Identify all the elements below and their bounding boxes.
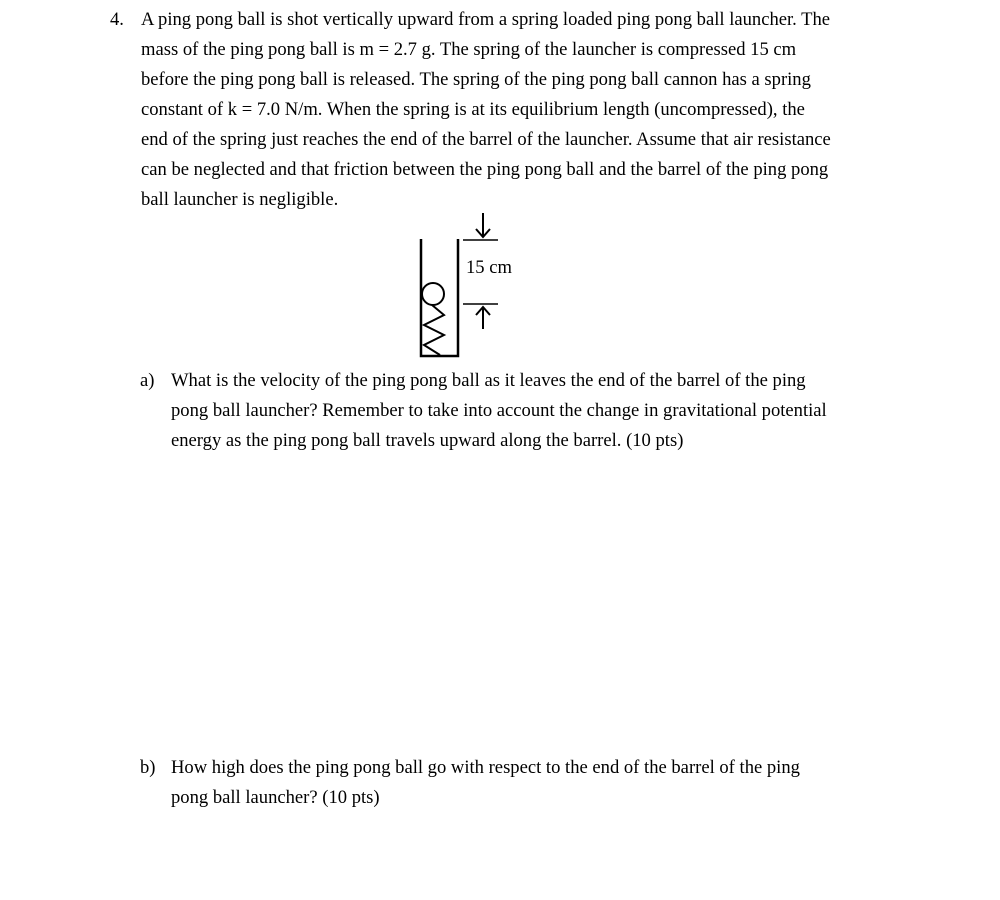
problem-line: constant of k = 7.0 N/m. When the spring is at its equilibrium length (uncompressed), the xyxy=(141,99,805,120)
launcher-figure xyxy=(400,205,560,365)
ping-pong-ball xyxy=(422,283,444,305)
compressed-spring xyxy=(424,305,444,355)
problem-statement xyxy=(141,5,901,215)
problem-line: ball launcher is negligible. xyxy=(141,189,339,210)
dimension-label: 15 cm xyxy=(466,257,512,278)
part-a-line: pong ball launcher? Remember to take into account the change in gravitational potential xyxy=(171,400,827,421)
part-a-letter: a) xyxy=(140,370,155,391)
part-b-letter: b) xyxy=(140,757,156,778)
problem-number: 4. xyxy=(110,9,124,30)
part-a-line: energy as the ping pong ball travels upward along the barrel. (10 pts) xyxy=(171,430,684,451)
part-a-question xyxy=(171,366,931,456)
launcher-diagram xyxy=(400,205,560,365)
arrow-up-icon xyxy=(476,307,490,329)
launcher-barrel xyxy=(421,239,458,356)
problem-line: before the ping pong ball is released. The spring of the ping pong ball cannon has a spring xyxy=(141,69,811,90)
problem-line: can be neglected and that friction between the ping pong ball and the barrel of the ping pong xyxy=(141,159,829,180)
problem-line: end of the spring just reaches the end of the barrel of the launcher. Assume that air resistance xyxy=(141,129,831,150)
problem-line: A ping pong ball is shot vertically upward from a spring loaded ping pong ball launcher. The xyxy=(141,9,831,30)
part-b-question xyxy=(171,753,931,813)
part-b-line: How high does the ping pong ball go with respect to the end of the barrel of the ping xyxy=(171,757,800,778)
part-a-line: What is the velocity of the ping pong ball as it leaves the end of the barrel of the ping xyxy=(171,370,806,391)
problem-line: mass of the ping pong ball is m = 2.7 g. The spring of the launcher is compressed 15 cm xyxy=(141,39,797,60)
part-b-line: pong ball launcher? (10 pts) xyxy=(171,787,380,808)
arrow-down-icon xyxy=(476,213,490,237)
